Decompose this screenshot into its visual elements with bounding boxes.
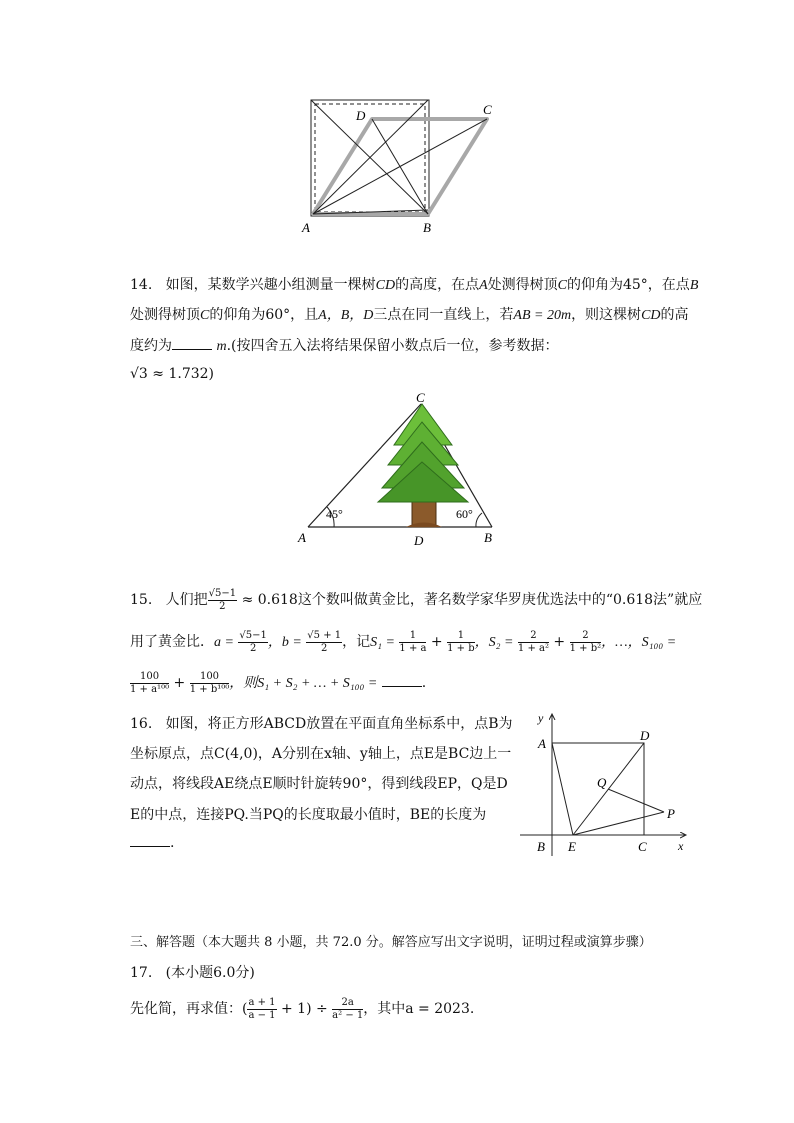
label-p: P — [667, 806, 675, 821]
label-c: C — [416, 390, 425, 405]
label-d: D — [356, 108, 366, 123]
label-d: D — [640, 728, 650, 743]
q14-line-1: 14. 如图，某数学兴趣小组测量一棵树CD的高度，在点A处测得树顶C的仰角为45°，在点B — [130, 277, 699, 293]
label-d: D — [414, 533, 424, 548]
q17-header: 17. (本小题6.0分) — [130, 965, 255, 981]
q17-expression: 先化简，再求值：( $\frac{a + 1}{a - 1}$ + 1) ÷ $\frac{2a}{\text{a² − 1}}$ ，其中a = 2023. — [130, 997, 475, 1021]
label-b: B — [484, 530, 492, 545]
figure-14-tree-diagram — [294, 390, 504, 550]
figure-13-diagram — [296, 92, 506, 242]
answer-blank-16 — [130, 846, 170, 847]
q16-line-4: E的中点，连接PQ.当PQ的长度取最小值时，BE的长度为 — [130, 807, 487, 823]
q16-line-3: 动点，将线段AE绕点E顺时针旋转90°，得到线段EP，Q是D — [130, 776, 508, 792]
angle-60-label: 60° — [456, 507, 473, 521]
label-b: B — [423, 220, 431, 235]
label-e: E — [568, 839, 576, 854]
q15-line-3: $\frac{100}{\text{1 + a¹⁰⁰}}$ + $\frac{100}{\text{1 + b¹⁰⁰}}$ ，则S₁ + S₂ + … + S₁₀₀ = . — [130, 671, 427, 695]
q16-line-5: . — [130, 835, 174, 851]
q14-line-2: 处测得树顶C的仰角为60°，且A，B，D三点在同一直线上，若AB = 20m，则这棵树CD的高 — [130, 307, 689, 323]
figure-16-coordinate-diagram — [516, 708, 696, 860]
label-a: A — [298, 530, 306, 545]
q16-line-1: 16. 如图，将正方形ABCD放置在平面直角坐标系中，点B为 — [130, 716, 513, 732]
label-q: Q — [597, 775, 607, 790]
tree-icon — [378, 404, 468, 527]
answer-blank-15 — [382, 686, 422, 687]
q15-line-2: 用了黄金比．a = $\frac{√5-1}{2}$ ，b = $\frac{√5 + 1}{2}$ ，记S₁ = $\frac{1}{1 + a}$ + $\frac{1}{1 + b}$ ，S₂ = $\frac{2}{\text{1 + a²}}$ + $\frac{2}{\text{1 + b²}}$ ，…，S₁₀₀ = — [130, 630, 677, 654]
q15-line-1: 15. 人们把 $\frac{√5-1}{2}$ ≈ 0.618这个数叫做黄金比，著名数学家华罗庚优选法中的“0.618法”就应 — [130, 588, 703, 612]
q14-sqrt-note: √3 ≈ 1.732) — [130, 366, 214, 382]
label-y: y — [538, 711, 544, 725]
answer-blank-14 — [172, 349, 212, 350]
section-3-heading: 三、解答题（本大题共 8 小题，共 72.0 分。解答应写出文字说明，证明过程或演算步骤） — [130, 935, 652, 950]
label-c: C — [483, 102, 492, 117]
angle-45-label: 45° — [326, 507, 343, 521]
q16-line-2: 坐标原点，点C(4,0)，A分别在x轴、y轴上，点E是BC边上一 — [130, 746, 512, 762]
label-b: B — [537, 839, 545, 854]
label-x: x — [678, 839, 684, 853]
label-a: A — [302, 220, 310, 235]
q14-line-3: 度约为 m.(按四舍五入法将结果保留小数点后一位，参考数据： — [130, 338, 559, 354]
label-a: A — [538, 736, 546, 751]
label-c: C — [638, 839, 647, 854]
